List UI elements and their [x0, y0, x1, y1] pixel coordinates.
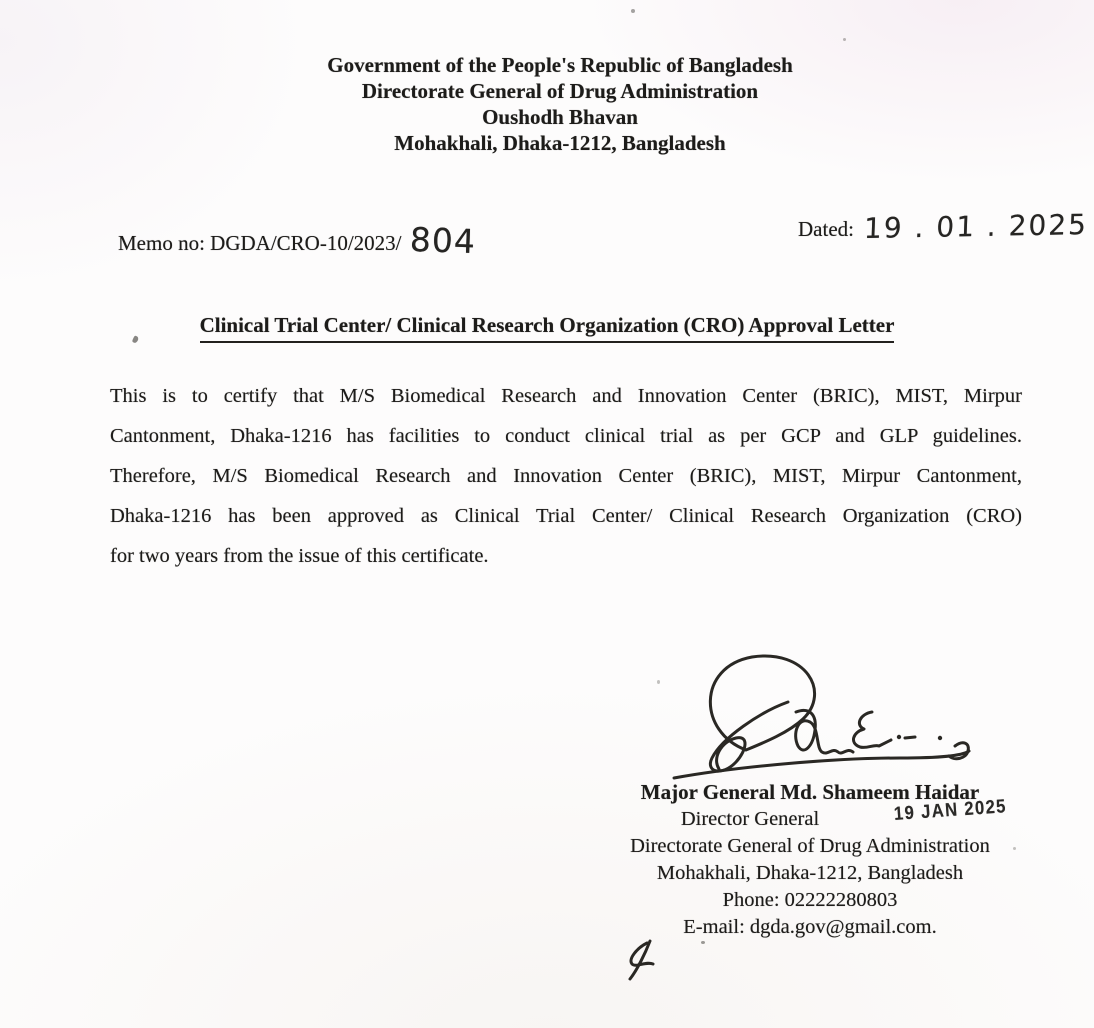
handwritten-mark	[615, 938, 675, 988]
date-handwritten: 19 . 01 . 2025	[863, 208, 1089, 245]
scan-speck	[1013, 847, 1016, 850]
body-line: Dhaka-1216 has been approved as Clinical Trial Center/ Clinical Research Organization (CRO)	[110, 505, 1022, 527]
scan-speck	[631, 9, 635, 13]
signatory-email: E-mail: dgda.gov@gmail.com.	[683, 916, 937, 938]
letterhead-address: Mohakhali, Dhaka-1212, Bangladesh	[394, 131, 726, 155]
body-line: Cantonment, Dhaka-1216 has facilities to conduct clinical trial as per GCP and GLP guidelines.	[110, 425, 1022, 447]
signatory-phone: Phone: 02222280803	[722, 889, 898, 911]
body-line: Therefore, M/S Biomedical Research and Innovation Center (BRIC), MIST, Mirpur Cantonment,	[110, 465, 1022, 487]
scan-speck	[657, 680, 660, 684]
letterhead	[26, 52, 1094, 156]
dated-label: Dated:	[798, 217, 854, 241]
letter-title-row	[0, 313, 1094, 343]
date-stamp: 19 JAN 2025	[893, 796, 1008, 825]
letterhead-country: Government of the People's Republic of Bangladesh	[327, 53, 793, 77]
letterhead-org: Directorate General of Drug Administration	[361, 79, 759, 103]
signatory-name: Major General Md. Shameem Haidar	[640, 780, 980, 804]
dated-line	[798, 210, 1088, 243]
body-line: for two years from the issue of this certificate.	[110, 545, 489, 567]
memo-line	[118, 219, 477, 262]
signatory-org: Directorate General of Drug Administration	[630, 835, 990, 857]
memo-label: Memo no: DGDA/CRO-10/2023/	[118, 231, 402, 255]
scan-speck	[843, 38, 846, 41]
letterhead-building: Oushodh Bhavan	[482, 105, 638, 129]
signature-scribble	[600, 650, 1040, 790]
body-line: This is to certify that M/S Biomedical Research and Innovation Center (BRIC), MIST, Mirpur	[110, 385, 1022, 407]
signatory-address: Mohakhali, Dhaka-1212, Bangladesh	[656, 862, 964, 884]
letter-title: Clinical Trial Center/ Clinical Research Organization (CRO) Approval Letter	[200, 313, 895, 343]
memo-number-handwritten: 804	[408, 219, 477, 262]
letter-body	[110, 376, 1022, 576]
signatory-role: Director General	[680, 808, 820, 830]
scan-speck	[701, 941, 705, 944]
